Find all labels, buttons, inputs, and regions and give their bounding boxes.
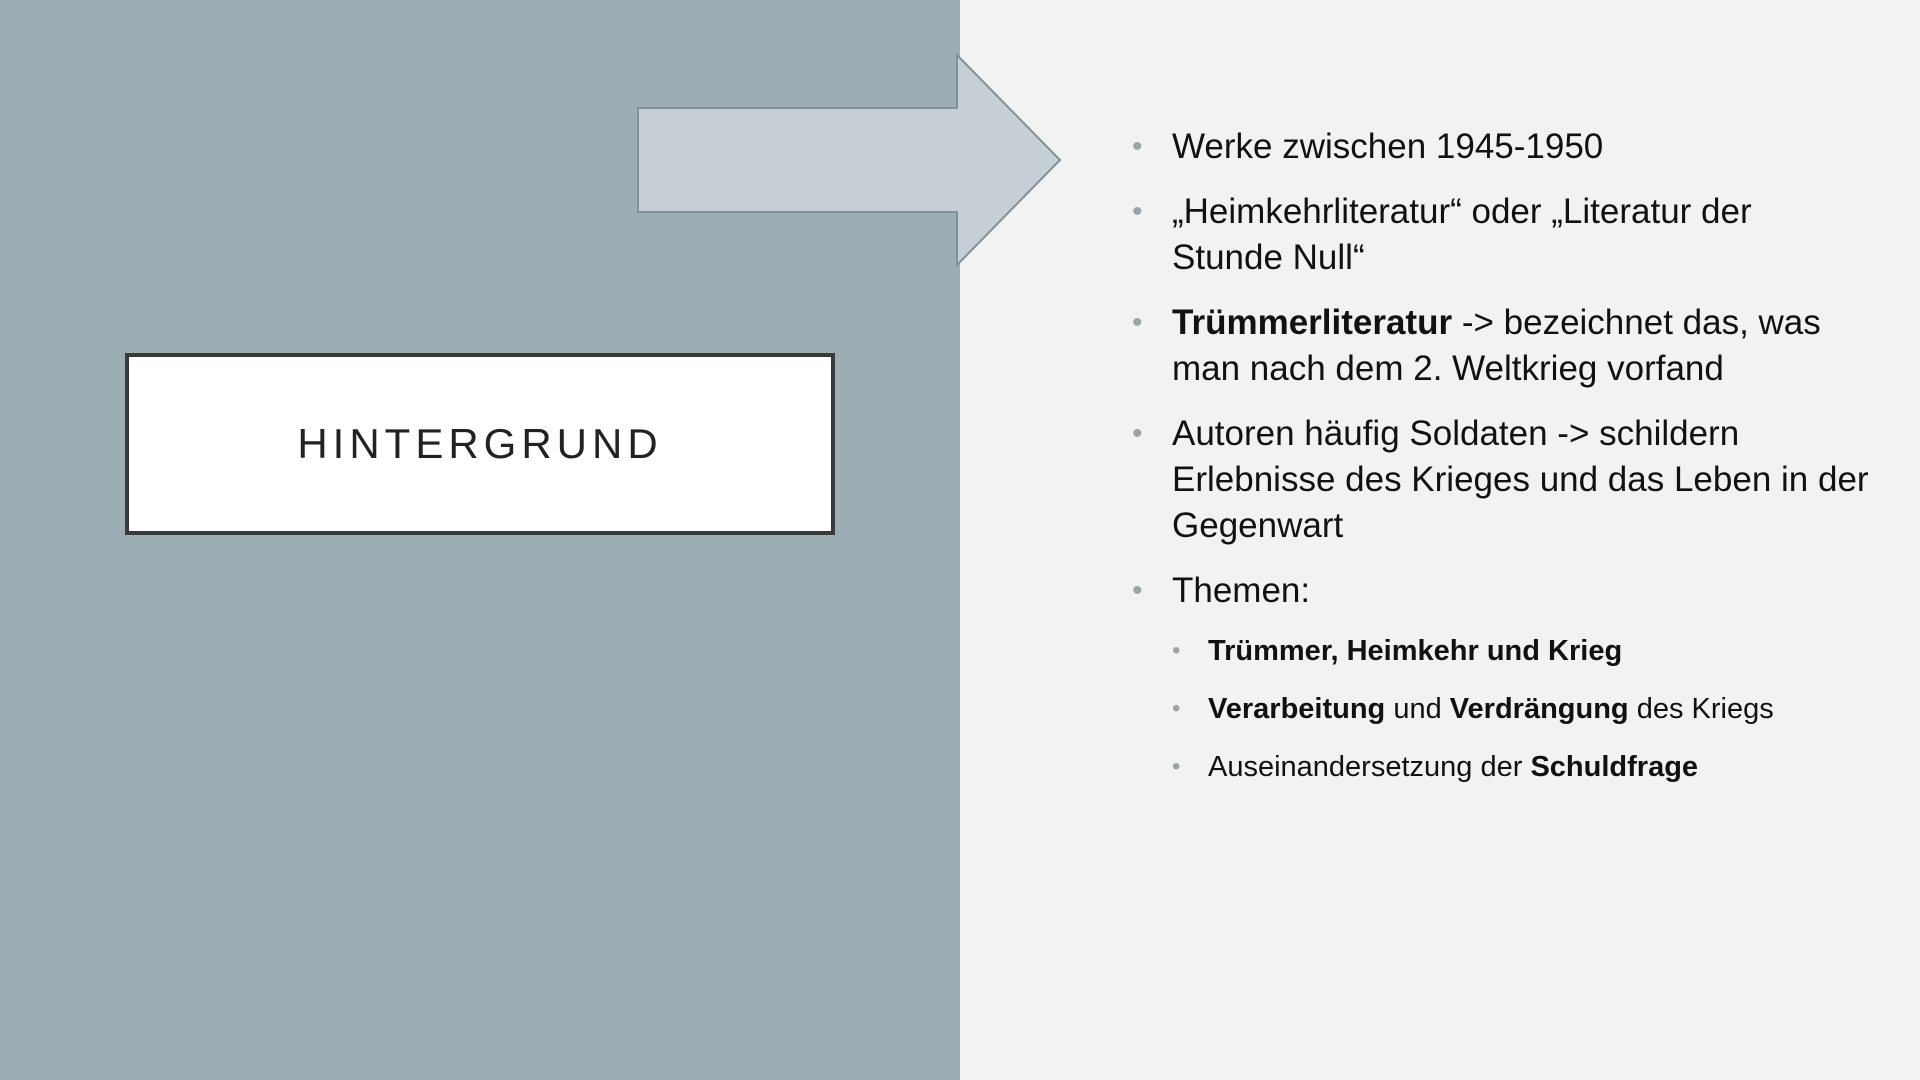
sub-bullet-text: und [1385,693,1450,725]
bullet-list [1132,124,1872,806]
sub-bullet-item [1172,748,1872,786]
bullet-text: Themen: [1172,571,1311,610]
bullet-item [1132,300,1872,392]
slide-title: HINTERGRUND [297,420,663,467]
bullet-item [1132,568,1872,786]
bullet-text: Autoren häufig Soldaten -> schildern Erlebnisse des Krieges und das Leben in der Gegenwart [1172,414,1869,545]
bullet-text: „Heimkehrliteratur“ oder „Literatur der Stunde Null“ [1172,192,1752,277]
sub-bullet-bold-text: Verdrängung [1449,693,1629,725]
bullet-text: -> bezeichnet das, was man nach dem 2. Weltkrieg vorfand [1172,303,1821,388]
bullet-text: Werke zwischen 1945-1950 [1172,127,1604,166]
sub-bullet-item [1172,690,1872,728]
bullet-bold-text: Trümmerliteratur [1172,303,1453,342]
title-box [125,353,835,535]
sub-bullet-item [1172,632,1872,670]
bullet-item [1132,411,1872,549]
sub-bullet-text: des Kriegs [1628,693,1774,725]
sub-bullet-list [1172,632,1872,786]
sub-bullet-bold-text: Verarbeitung [1208,693,1386,725]
bullet-item [1132,124,1872,170]
bullet-item [1132,189,1872,281]
sub-bullet-bold-text: Trümmer, Heimkehr und Krieg [1208,635,1623,667]
right-arrow-icon [637,52,1063,268]
sub-bullet-text: Auseinandersetzung der [1208,751,1531,783]
sub-bullet-bold-text: Schuldfrage [1530,751,1699,783]
